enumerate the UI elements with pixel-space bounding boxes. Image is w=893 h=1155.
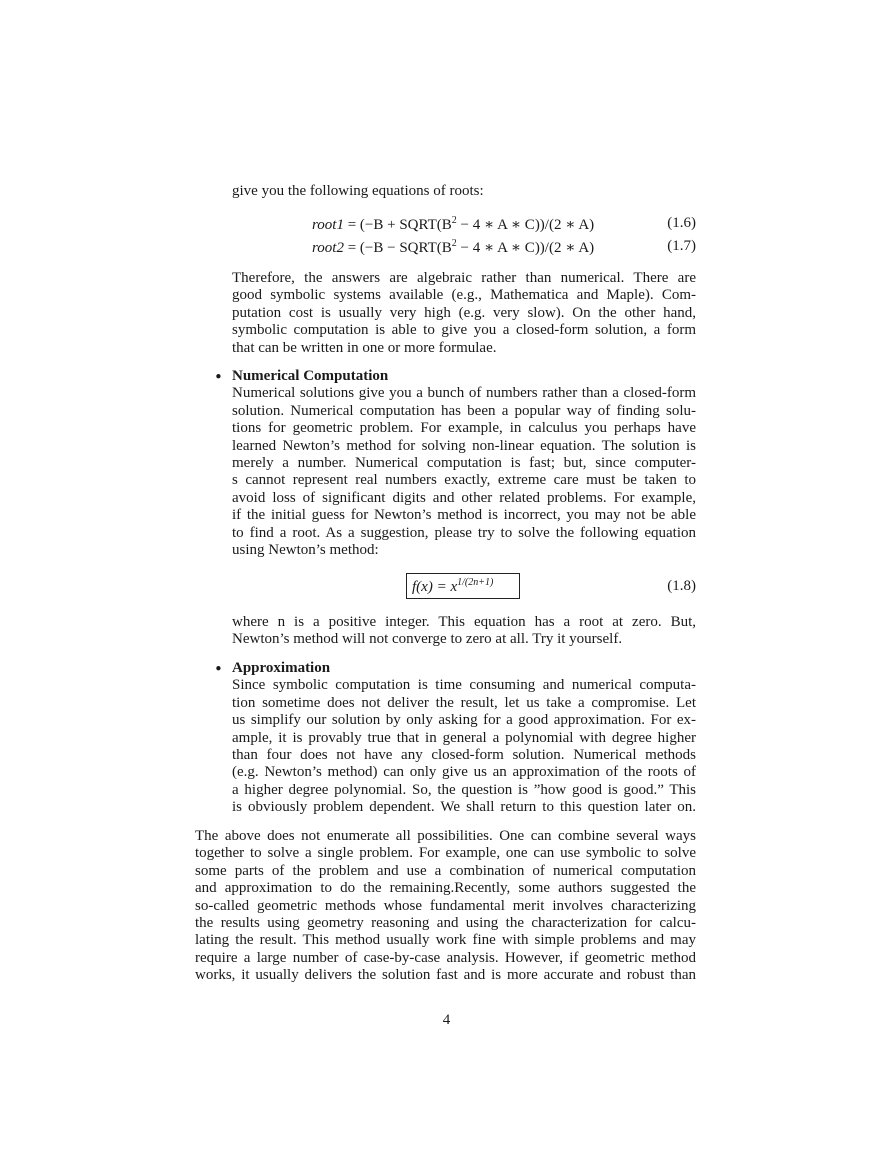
paragraph-line: Newton’s method will not converge to zero at all. Try it yourself.: [232, 631, 623, 648]
paragraph-line: us simplify our solution by only asking for a good approximation. For ex-: [232, 712, 696, 729]
equation-number: (1.6): [667, 215, 696, 231]
equation-1-6: [232, 215, 696, 235]
paragraph-line: solution. Numerical computation has been a popular way of finding solu-: [232, 402, 696, 419]
numerical-after: [232, 614, 696, 649]
paragraph-line: Since symbolic computation is time consuming and numerical computa-: [232, 677, 696, 694]
section-heading: Approximation: [232, 660, 331, 676]
paragraph-line: and approximation to do the remaining.Recently, some authors suggested the: [195, 880, 696, 897]
paragraph-line: that can be written in one or more formulae.: [232, 339, 497, 356]
paragraph-line: symbolic computation is able to give you a closed-form solution, a form: [232, 322, 696, 339]
paragraph-line: tion sometime does not deliver the result, let us take a compromise. Let: [232, 694, 696, 711]
paragraph-line: (e.g. Newton’s method) can only give us an approximation of the roots of: [232, 764, 696, 781]
bullet-icon: •: [214, 368, 223, 386]
section-heading: Numerical Computation: [232, 368, 389, 384]
paragraph-line: than four does not have any closed-form solution. Numerical methods: [232, 747, 696, 764]
bullet-icon: •: [214, 660, 223, 678]
equation-body: root1 = ($-B + SQRT(B^2 - 4$ ∗ A ∗ C))/(2 ∗ A): [312, 215, 595, 233]
paragraph-line: where n is a positive integer. This equation has a root at zero. But,: [232, 614, 696, 630]
paragraph-line: some parts of the problem and use a combination of numerical computation: [195, 862, 696, 879]
paragraph-line: if the initial guess for Newton’s method is incorrect, you may not be able: [232, 507, 696, 524]
intro-text: give you the following equations of roots:: [232, 183, 484, 199]
numerical-section: [232, 368, 696, 559]
paragraph-line: merely a number. Numerical computation is fast; but, since computer-: [232, 455, 696, 472]
paragraph-line: is obviously problem dependent. We shall return to this question later on.: [232, 799, 696, 816]
paragraph-line: avoid loss of significant digits and other related problems. For example,: [232, 489, 696, 506]
equation-1-8-number-row: [232, 578, 696, 598]
equation-1-7: [232, 238, 696, 258]
paragraph-line: good symbolic systems available (e.g., Mathematica and Maple). Com-: [232, 287, 696, 304]
approximation-section: [232, 660, 696, 817]
paragraph-line: learned Newton’s method for solving non-linear equation. The solution is: [232, 437, 696, 454]
paragraph-line: to find a root. As a suggestion, please try to solve the following equation: [232, 524, 696, 541]
paragraph-line: require a large number of case-by-case analysis. However, if geometric method: [195, 949, 696, 966]
equation-number: (1.8): [667, 578, 696, 594]
paragraph-line: a higher degree polynomial. So, the question is ”how good is good.” This: [232, 781, 696, 798]
paragraph-line: putation cost is usually very high (e.g. very slow). On the other hand,: [232, 304, 696, 321]
paragraph-line: works, it usually delivers the solution fast and is more accurate and robust than: [195, 967, 696, 984]
paragraph-line: The above does not enumerate all possibilities. One can combine several ways: [195, 828, 696, 844]
equation-body: root2 = ($-B - SQRT(B^2 - 4$ ∗ A ∗ C))/(2 ∗ A): [312, 238, 595, 256]
paragraph-line: s cannot represent real numbers exactly, extreme care must be taken to: [232, 472, 696, 489]
boxed-equation-1-8: $f(x) = x^{1/(2n+1)}$: [406, 573, 520, 599]
page-number: 4: [442, 1012, 451, 1028]
paragraph-line: Numerical solutions give you a bunch of numbers rather than a closed-form: [232, 385, 696, 402]
paragraph-line: tions for geometric problem. For example, in calculus you perhaps have: [232, 420, 696, 437]
paragraph-line: so-called geometric methods whose fundamental merit involves characterizing: [195, 897, 696, 914]
paragraph-line: Therefore, the answers are algebraic rather than numerical. There are: [232, 270, 696, 286]
paragraph-line: ample, it is provably true that in general a polynomial with degree higher: [232, 729, 696, 746]
paragraph-line: the results using geometry reasoning and using the characterization for calcu-: [195, 915, 696, 932]
symbolic-paragraph: [232, 270, 696, 357]
equation-number: (1.7): [667, 238, 696, 254]
paragraph-line: lating the result. This method usually work fine with simple problems and may: [195, 932, 696, 949]
paragraph-line: using Newton’s method:: [232, 542, 379, 559]
closing-paragraph: [195, 828, 696, 985]
paragraph-line: together to solve a single problem. For example, one can use symbolic to solve: [195, 845, 696, 862]
